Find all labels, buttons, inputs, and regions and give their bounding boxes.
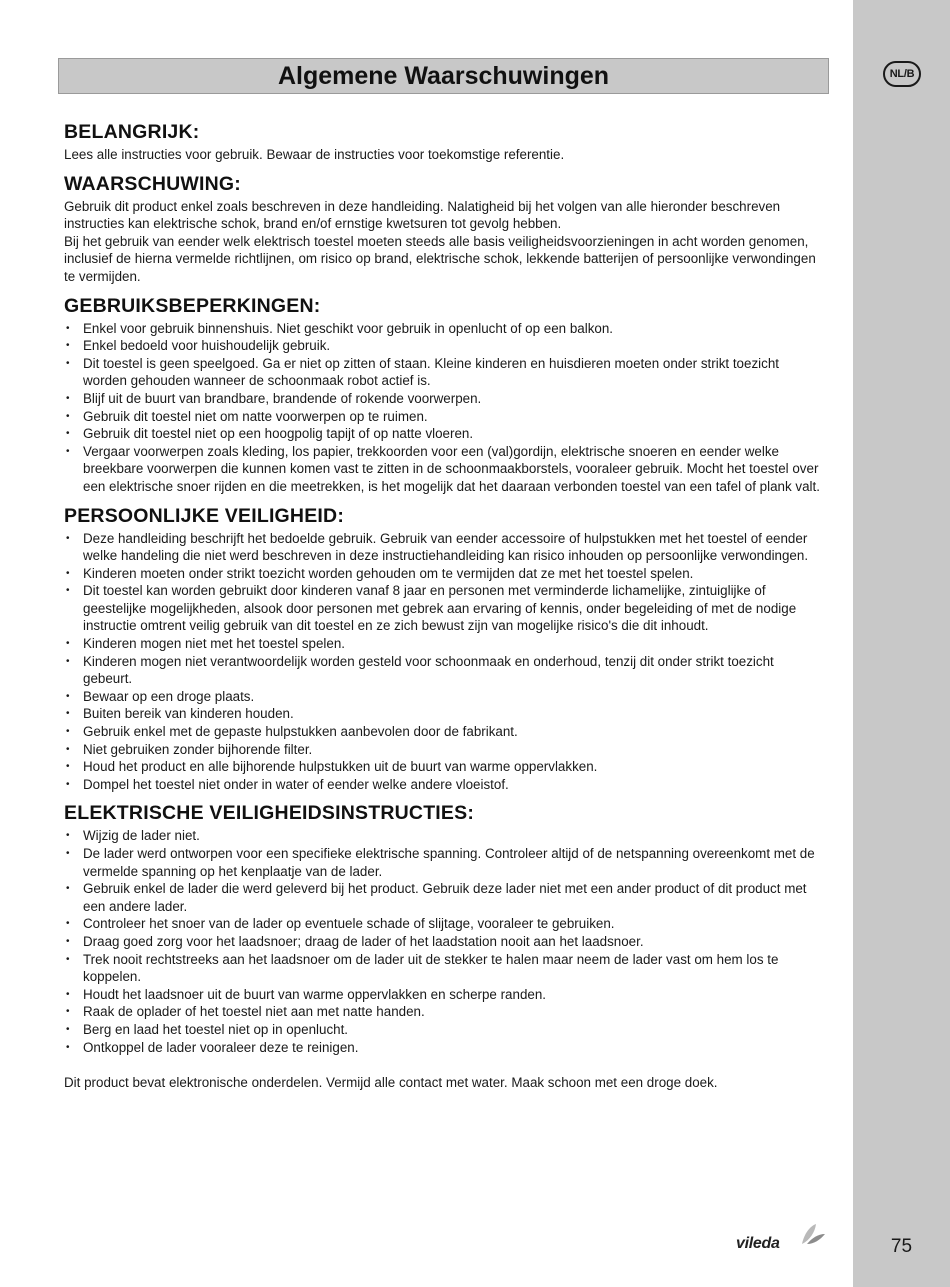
section-heading: BELANGRIJK: <box>64 121 200 143</box>
section-important <box>64 118 824 164</box>
page-number: 75 <box>890 1236 913 1257</box>
list-item: • Wijzig de lader niet. <box>64 827 824 845</box>
section-warning <box>64 170 824 286</box>
list-item: • Dit toestel is geen speelgoed. Ga er niet op zitten of staan. Kleine kinderen en huisdieren moeten onder strikt toezicht worden gehouden wanneer de schoonmaak robot actief is. <box>64 355 824 390</box>
page-title: Algemene Waarschuwingen <box>58 58 829 94</box>
language-badge: NL/B <box>883 61 921 87</box>
section-personal-safety <box>64 502 824 794</box>
list-item: • Dit toestel kan worden gebruikt door kinderen vanaf 8 jaar en personen met verminderde lichamelijke, zintuiglijke of geestelijke mogelijkheden, alsook door personen met gebrek aan ervaring of kennis, onder begeleiding of met de nodige instructie omtrent veilig gebruik van dit toestel en ze zich bewust zijn van mogelijke risico's die dit inhoudt. <box>64 582 824 635</box>
list-item: • Kinderen mogen niet verantwoordelijk worden gesteld voor schoonmaak en onderhoud, tenzij dit onder strikt toezicht gebeurt. <box>64 653 824 688</box>
list-item: • Buiten bereik van kinderen houden. <box>64 705 824 723</box>
list-item: • Niet gebruiken zonder bijhorende filter. <box>64 741 824 759</box>
list-item: • Houd het product en alle bijhorende hulpstukken uit de buurt van warme oppervlakken. <box>64 758 824 776</box>
document-body <box>64 118 824 1098</box>
section-electrical-safety <box>64 799 824 1091</box>
section-restrictions <box>64 292 824 496</box>
bullet-list <box>64 827 824 1056</box>
list-item: • Gebruik enkel met de gepaste hulpstukken aanbevolen door de fabrikant. <box>64 723 824 741</box>
paragraph: Lees alle instructies voor gebruik. Bewaar de instructies voor toekomstige referentie. <box>64 147 565 162</box>
list-item: • Blijf uit de buurt van brandbare, brandende of rokende voorwerpen. <box>64 390 824 408</box>
section-heading: PERSOONLIJKE VEILIGHEID: <box>64 504 345 527</box>
logo-wordmark: vileda <box>736 1235 780 1252</box>
vileda-logo <box>736 1222 826 1258</box>
section-heading: ELEKTRISCHE VEILIGHEIDSINSTRUCTIES: <box>64 802 475 825</box>
list-item: • Vergaar voorwerpen zoals kleding, los papier, trekkoorden voor een (val)gordijn, elektrische snoeren en eender welke breekbare voorwerpen die kunnen komen vast te zitten in de schoonmaakborstels, vooraleer gebruik. Mocht het toestel over een elektrische snoer rijden en die meetrekken, is het mogelijk dat het daaraan verbonden toestel van een tafel of plank valt. <box>64 443 824 496</box>
list-item: • Kinderen mogen niet met het toestel spelen. <box>64 635 824 653</box>
leaf-icon <box>798 1222 826 1248</box>
list-item: • Enkel voor gebruik binnenshuis. Niet geschikt voor gebruik in openlucht of op een balkon. <box>64 320 824 338</box>
list-item: • Ontkoppel de lader vooraleer deze te reinigen. <box>64 1039 824 1057</box>
section-heading: GEBRUIKSBEPERKINGEN: <box>64 294 321 317</box>
list-item: • Gebruik dit toestel niet om natte voorwerpen op te ruimen. <box>64 408 824 426</box>
list-item: • Controleer het snoer van de lader op eventuele schade of slijtage, vooraleer te gebruiken. <box>64 915 824 933</box>
list-item: • Enkel bedoeld voor huishoudelijk gebruik. <box>64 337 824 355</box>
list-item: • Bewaar op een droge plaats. <box>64 688 824 706</box>
paragraph: Bij het gebruik van eender welk elektrisch toestel moeten steeds alle basis veiligheidsvoorzieningen in acht worden genomen, inclusief de hierna vermelde richtlijnen, om risico op brand, elektrische schok, lekkende batterijen of persoonlijke verwondingen te vermijden. <box>64 233 816 284</box>
list-item: • Kinderen moeten onder strikt toezicht worden gehouden om te vermijden dat ze met het toestel spelen. <box>64 565 824 583</box>
side-tab <box>853 0 950 1287</box>
list-item: • Deze handleiding beschrijft het bedoelde gebruik. Gebruik van eender accessoire of hulpstukken met het toestel of eender welke handeling die niet werd beschreven in deze instructiehandleiding kan risico inhouden op persoonlijke verwondingen. <box>64 530 824 565</box>
list-item: • Dompel het toestel niet onder in water of eender welke andere vloeistof. <box>64 776 824 794</box>
bullet-list <box>64 320 824 496</box>
list-item: • Gebruik enkel de lader die werd geleverd bij het product. Gebruik deze lader niet met een ander product of dit product met een andere lader. <box>64 880 824 915</box>
bullet-list <box>64 530 824 794</box>
list-item: • Berg en laad het toestel niet op in openlucht. <box>64 1021 824 1039</box>
list-item: • Draag goed zorg voor het laadsnoer; draag de lader of het laadstation nooit aan het laadsnoer. <box>64 933 824 951</box>
list-item: • Houdt het laadsnoer uit de buurt van warme oppervlakken en scherpe randen. <box>64 986 824 1004</box>
list-item: • Raak de oplader of het toestel niet aan met natte handen. <box>64 1003 824 1021</box>
list-item: • Gebruik dit toestel niet op een hoogpolig tapijt of op natte vloeren. <box>64 425 824 443</box>
closing-paragraph: Dit product bevat elektronische onderdelen. Vermijd alle contact met water. Maak schoon met een droge doek. <box>64 1075 718 1091</box>
list-item: • Trek nooit rechtstreeks aan het laadsnoer om de lader uit de stekker te halen maar neem de lader vast om hem los te koppelen. <box>64 951 824 986</box>
paragraph: Gebruik dit product enkel zoals beschreven in deze handleiding. Nalatigheid bij het volgen van alle hieronder beschreven instructies kan elektrische schok, brand en/of ernstige kwetsuren tot gevolg hebben. <box>64 198 781 232</box>
list-item: • De lader werd ontworpen voor een specifieke elektrische spanning. Controleer altijd of de netspanning overeenkomt met de vermelde spanning op het kenplaatje van de lader. <box>64 845 824 880</box>
section-heading: WAARSCHUWING: <box>64 172 241 195</box>
